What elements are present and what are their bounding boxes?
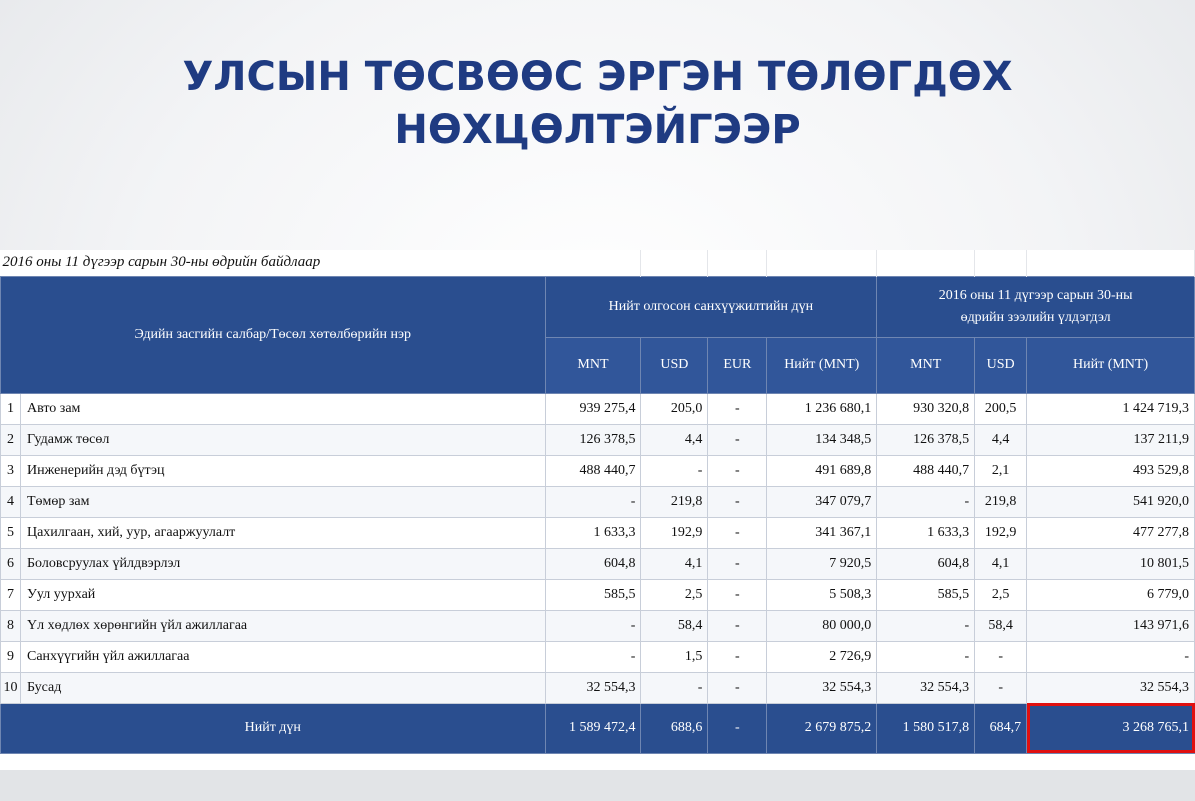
row-eur: -	[708, 672, 767, 703]
row-name: Цахилгаан, хий, уур, агааржуулалт	[20, 517, 545, 548]
total-tot: 2 679 875,2	[767, 703, 877, 753]
row-balance-total-mnt: 6 779,0	[1027, 579, 1195, 610]
row-usd: -	[641, 672, 708, 703]
row-balance-usd: 192,9	[975, 517, 1027, 548]
row-usd: 2,5	[641, 579, 708, 610]
row-number: 9	[1, 641, 21, 672]
row-eur: -	[708, 641, 767, 672]
row-mnt: 585,5	[545, 579, 641, 610]
total-eur: -	[708, 703, 767, 753]
row-number: 10	[1, 672, 21, 703]
row-eur: -	[708, 517, 767, 548]
row-balance-total-mnt: 137 211,9	[1027, 424, 1195, 455]
table-row	[1, 610, 1195, 641]
row-balance-total-mnt: -	[1027, 641, 1195, 672]
row-usd: 4,1	[641, 548, 708, 579]
row-name: Үл хөдлөх хөрөнгийн үйл ажиллагаа	[20, 610, 545, 641]
total-balance-tot-highlighted: 3 268 765,1	[1027, 703, 1195, 753]
row-mnt: -	[545, 486, 641, 517]
header-mnt: MNT	[545, 337, 641, 393]
row-eur: -	[708, 424, 767, 455]
table-row	[1, 548, 1195, 579]
row-balance-usd: -	[975, 672, 1027, 703]
table-caption: 2016 оны 11 дүгээр сарын 30-ны өдрийн байдлаар	[2, 254, 321, 271]
row-mnt: 32 554,3	[545, 672, 641, 703]
row-name: Авто зам	[20, 393, 545, 424]
total-usd: 688,6	[641, 703, 708, 753]
financing-table-container	[0, 250, 1195, 770]
row-name: Боловсруулах үйлдвэрлэл	[20, 548, 545, 579]
row-balance-usd: 58,4	[975, 610, 1027, 641]
row-balance-mnt: 585,5	[877, 579, 975, 610]
row-eur: -	[708, 455, 767, 486]
total-balance-mnt: 1 580 517,8	[877, 703, 975, 753]
row-balance-mnt: 1 633,3	[877, 517, 975, 548]
row-mnt: 488 440,7	[545, 455, 641, 486]
header-balance-usd: USD	[975, 337, 1027, 393]
row-mnt: -	[545, 610, 641, 641]
row-number: 6	[1, 548, 21, 579]
header-usd: USD	[641, 337, 708, 393]
row-balance-usd: 2,5	[975, 579, 1027, 610]
header-group-loan-balance-line-1: 2016 оны 11 дүгээр сарын 30-ны	[938, 287, 1133, 303]
row-eur: -	[708, 610, 767, 641]
row-mnt: 939 275,4	[545, 393, 641, 424]
total-mnt: 1 589 472,4	[545, 703, 641, 753]
row-usd: 4,4	[641, 424, 708, 455]
row-balance-mnt: -	[877, 641, 975, 672]
row-total-mnt: 2 726,9	[767, 641, 877, 672]
row-usd: 192,9	[641, 517, 708, 548]
row-balance-usd: -	[975, 641, 1027, 672]
row-mnt: -	[545, 641, 641, 672]
header-group-loan-balance	[877, 276, 1195, 337]
table-row	[1, 393, 1195, 424]
row-number: 3	[1, 455, 21, 486]
header-eur: EUR	[708, 337, 767, 393]
row-balance-total-mnt: 493 529,8	[1027, 455, 1195, 486]
header-name-column: Эдийн засгийн салбар/Төсөл хөтөлбөрийн нэр	[1, 276, 546, 393]
row-usd: -	[641, 455, 708, 486]
row-balance-usd: 4,1	[975, 548, 1027, 579]
row-balance-total-mnt: 1 424 719,3	[1027, 393, 1195, 424]
row-balance-usd: 2,1	[975, 455, 1027, 486]
row-balance-mnt: 126 378,5	[877, 424, 975, 455]
row-usd: 219,8	[641, 486, 708, 517]
row-balance-total-mnt: 32 554,3	[1027, 672, 1195, 703]
row-balance-mnt: 604,8	[877, 548, 975, 579]
row-eur: -	[708, 486, 767, 517]
row-total-mnt: 5 508,3	[767, 579, 877, 610]
row-usd: 205,0	[641, 393, 708, 424]
total-row	[1, 703, 1195, 753]
row-balance-mnt: 930 320,8	[877, 393, 975, 424]
bottom-band	[0, 770, 1195, 801]
row-number: 7	[1, 579, 21, 610]
row-balance-usd: 4,4	[975, 424, 1027, 455]
row-balance-total-mnt: 143 971,6	[1027, 610, 1195, 641]
row-name: Бусад	[20, 672, 545, 703]
table-row	[1, 641, 1195, 672]
header-group-loan-balance-line-2: өдрийн зээлийн үлдэгдэл	[960, 309, 1111, 325]
total-label: Нийт дүн	[1, 703, 546, 753]
row-name: Инженерийн дэд бүтэц	[20, 455, 545, 486]
row-balance-total-mnt: 10 801,5	[1027, 548, 1195, 579]
row-number: 2	[1, 424, 21, 455]
row-balance-usd: 200,5	[975, 393, 1027, 424]
table-row	[1, 672, 1195, 703]
row-mnt: 604,8	[545, 548, 641, 579]
row-mnt: 126 378,5	[545, 424, 641, 455]
row-total-mnt: 341 367,1	[767, 517, 877, 548]
row-number: 1	[1, 393, 21, 424]
header-balance-total-mnt: Нийт (MNT)	[1027, 337, 1195, 393]
row-total-mnt: 491 689,8	[767, 455, 877, 486]
page-title-line-1: УЛСЫН ТӨСВӨӨС ЭРГЭН ТӨЛӨГДӨХ	[182, 54, 1013, 100]
row-eur: -	[708, 393, 767, 424]
row-balance-mnt: -	[877, 610, 975, 641]
row-total-mnt: 7 920,5	[767, 548, 877, 579]
row-total-mnt: 32 554,3	[767, 672, 877, 703]
header-total-mnt: Нийт (MNT)	[767, 337, 877, 393]
row-balance-usd: 219,8	[975, 486, 1027, 517]
row-mnt: 1 633,3	[545, 517, 641, 548]
table-row	[1, 579, 1195, 610]
row-eur: -	[708, 579, 767, 610]
row-total-mnt: 347 079,7	[767, 486, 877, 517]
page-title-line-2: НӨХЦӨЛТЭЙГЭЭР	[394, 107, 801, 153]
row-name: Уул уурхай	[20, 579, 545, 610]
financing-table	[0, 250, 1195, 754]
row-balance-mnt: -	[877, 486, 975, 517]
row-eur: -	[708, 548, 767, 579]
row-number: 8	[1, 610, 21, 641]
row-balance-total-mnt: 541 920,0	[1027, 486, 1195, 517]
table-row	[1, 517, 1195, 548]
row-balance-mnt: 488 440,7	[877, 455, 975, 486]
table-row	[1, 455, 1195, 486]
row-total-mnt: 134 348,5	[767, 424, 877, 455]
row-total-mnt: 1 236 680,1	[767, 393, 877, 424]
header-group-total-financing: Нийт олгосон санхүүжилтийн дүн	[545, 276, 877, 337]
total-balance-usd: 684,7	[975, 703, 1027, 753]
row-number: 4	[1, 486, 21, 517]
row-number: 5	[1, 517, 21, 548]
row-usd: 58,4	[641, 610, 708, 641]
row-name: Гудамж төсөл	[20, 424, 545, 455]
table-row	[1, 486, 1195, 517]
row-balance-total-mnt: 477 277,8	[1027, 517, 1195, 548]
table-row	[1, 424, 1195, 455]
header-balance-mnt: MNT	[877, 337, 975, 393]
row-usd: 1,5	[641, 641, 708, 672]
row-balance-mnt: 32 554,3	[877, 672, 975, 703]
row-name: Төмөр зам	[20, 486, 545, 517]
table-body	[1, 393, 1195, 703]
row-total-mnt: 80 000,0	[767, 610, 877, 641]
row-name: Санхүүгийн үйл ажиллагаа	[20, 641, 545, 672]
